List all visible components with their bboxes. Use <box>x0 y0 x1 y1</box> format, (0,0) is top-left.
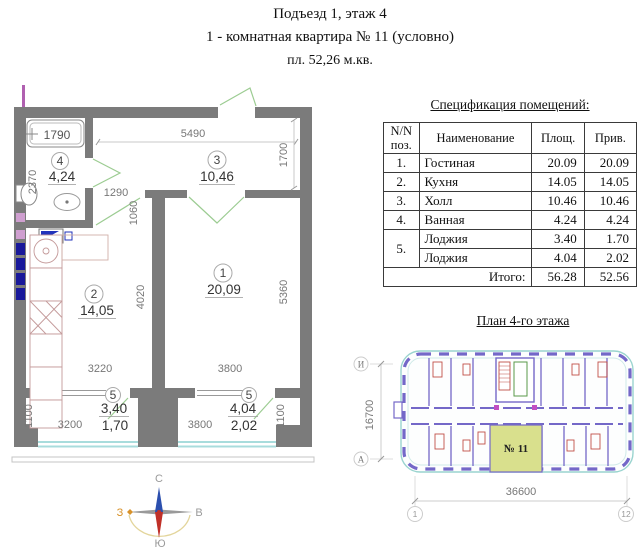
room-hall-area: 10,46 <box>200 169 234 184</box>
title-line-3: пл. 52,26 м.кв. <box>287 53 373 68</box>
dim-hall-width: 5490 <box>180 128 206 140</box>
axis-right-label: 12 <box>621 509 631 519</box>
axis-bottom-label: А <box>357 454 365 465</box>
cell-priv: 2.02 <box>584 249 636 268</box>
cell-priv: 10.46 <box>584 192 636 211</box>
compass-west-label: З <box>116 507 124 519</box>
table-total-row <box>384 268 637 287</box>
cell-area: 4.04 <box>532 249 584 268</box>
building-height-dim: 16700 <box>364 399 376 431</box>
cell-pos: 2. <box>384 173 420 192</box>
room-hall-num: 3 <box>213 153 221 167</box>
col-header-priv: Прив. <box>584 123 636 154</box>
compass-north-needle <box>155 487 163 512</box>
dim-loggia-left-width: 3200 <box>57 419 83 431</box>
dim-loggia-right-height: 1100 <box>275 404 287 428</box>
compass-east-label: В <box>195 507 203 519</box>
total-label: Итого: <box>384 268 532 287</box>
dim-kitchen-height: 4020 <box>135 284 147 310</box>
loggia-left-total: 3,40 <box>100 401 128 416</box>
table-row <box>384 192 637 211</box>
cell-name: Гостиная <box>419 154 532 173</box>
dim-bath-height: 2370 <box>27 169 39 195</box>
compass-center <box>157 510 161 514</box>
total-priv: 52.56 <box>584 268 636 287</box>
cell-name: Лоджия <box>419 230 532 249</box>
cell-pos: 3. <box>384 192 420 211</box>
elevator-core <box>496 358 534 402</box>
compass-east-arrow <box>159 510 193 515</box>
kitchen-counter <box>30 235 108 428</box>
dim-living-height: 5360 <box>278 279 290 305</box>
dim-loggia-left-height: 1100 <box>23 404 35 428</box>
specification-table <box>383 122 637 287</box>
dim-hall-height: 1700 <box>278 142 290 168</box>
cell-area: 4.24 <box>532 211 584 230</box>
dim-kitchen-width: 3220 <box>87 363 113 375</box>
total-area: 56.28 <box>532 268 584 287</box>
cell-area: 10.46 <box>532 192 584 211</box>
unit-11-label: № 11 <box>503 443 529 455</box>
dim-living-width: 3800 <box>217 363 243 375</box>
table-row <box>384 211 637 230</box>
cell-pos: 5. <box>384 230 420 268</box>
dim-loggia-right-width: 3800 <box>187 419 213 431</box>
title-line-2: 1 - комнатная квартира № 11 (условно) <box>205 29 455 45</box>
specification-title: Спецификация помещений: <box>430 97 590 112</box>
title-line-1: Подъезд 1, этаж 4 <box>273 6 387 22</box>
cell-priv: 1.70 <box>584 230 636 249</box>
axis-left-label: 1 <box>412 509 418 519</box>
cell-name: Холл <box>419 192 532 211</box>
building-plan <box>345 336 640 536</box>
room-kitchen-area: 14,05 <box>80 303 114 318</box>
building-plan-title: План 4-го этажа <box>476 313 570 328</box>
cell-priv: 20.09 <box>584 154 636 173</box>
cell-name: Лоджия <box>419 249 532 268</box>
building-width-dim: 36600 <box>505 486 537 498</box>
cell-area: 3.40 <box>532 230 584 249</box>
table-row <box>384 154 637 173</box>
compass-west-tick <box>127 509 133 515</box>
table-row <box>384 230 637 249</box>
cell-priv: 4.24 <box>584 211 636 230</box>
dim-niche-width: 1290 <box>103 187 129 199</box>
room-living-num: 1 <box>219 266 227 280</box>
specification <box>383 97 637 287</box>
dim-niche-height: 1060 <box>128 200 140 226</box>
table-row <box>384 249 637 268</box>
cell-pos: 1. <box>384 154 420 173</box>
col-header-pos: N/N поз. <box>384 123 420 154</box>
compass-north-label: С <box>155 473 163 485</box>
compass-south-label: Ю <box>154 538 166 550</box>
floor-plan <box>10 85 320 475</box>
cell-name: Кухня <box>419 173 532 192</box>
cell-area: 20.09 <box>532 154 584 173</box>
axis-top-label: И <box>357 359 365 370</box>
cell-priv: 14.05 <box>584 173 636 192</box>
cell-name: Ванная <box>419 211 532 230</box>
loggia-right-total: 4,04 <box>229 401 257 416</box>
loggia-right-num: 5 <box>245 388 253 402</box>
loggia-left-num: 5 <box>109 388 117 402</box>
room-kitchen-num: 2 <box>90 287 98 301</box>
room-living-area: 20,09 <box>207 282 241 297</box>
title-block <box>20 3 640 72</box>
cell-pos: 4. <box>384 211 420 230</box>
loggia-right-reduced: 2,02 <box>230 418 258 433</box>
loggia-left-reduced: 1,70 <box>101 418 129 433</box>
table-header-row <box>384 123 637 154</box>
compass-south-needle <box>155 512 163 538</box>
compass-rose <box>112 468 212 552</box>
cell-area: 14.05 <box>532 173 584 192</box>
room-bath-area: 4,24 <box>48 169 76 184</box>
col-header-area: Площ. <box>532 123 584 154</box>
room-bath-num: 4 <box>56 154 64 168</box>
table-row <box>384 173 637 192</box>
dim-bathtub: 1790 <box>43 128 71 142</box>
col-header-name: Наименование <box>419 123 532 154</box>
